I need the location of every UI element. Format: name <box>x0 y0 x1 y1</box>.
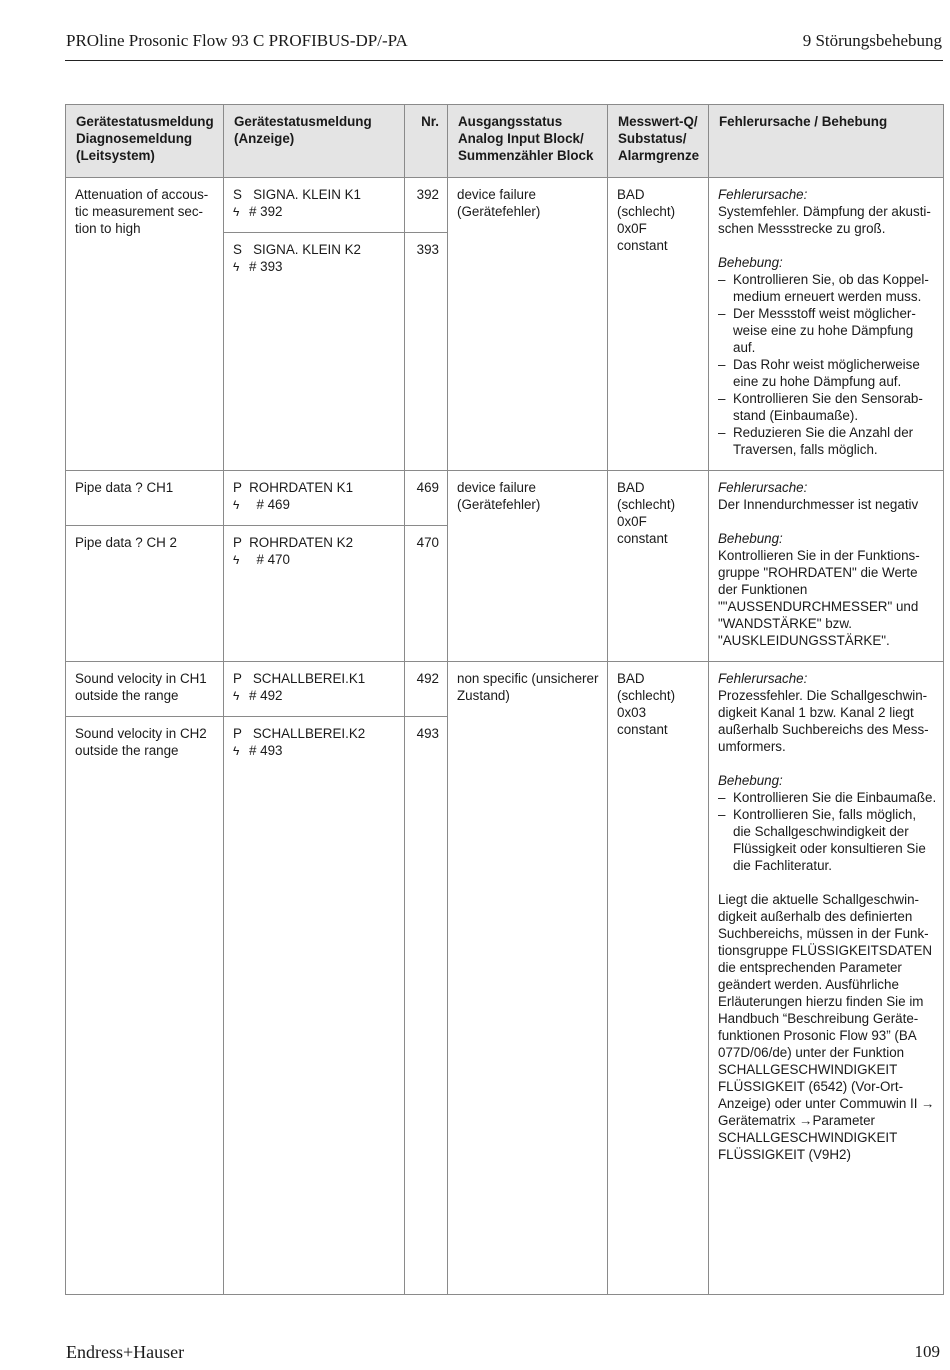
page-number: 109 <box>914 1342 940 1361</box>
lightning-icon: ϟ <box>233 553 240 567</box>
list-item: – Das Rohr weist möglicherweise eine zu hohe Dämpfung auf. <box>718 356 937 390</box>
error-message-table <box>65 104 944 1295</box>
column-header-display: Gerätestatusmeldung (Anzeige) <box>224 105 405 178</box>
display-message: P ROHRDATEN K1 <box>233 480 354 495</box>
display-cell <box>224 178 405 233</box>
lightning-icon: ϟ <box>233 260 240 274</box>
display-code: # 470 <box>249 552 290 567</box>
cause-text: Der Innendurchmesser ist negativ <box>718 497 919 512</box>
table-row <box>66 662 944 717</box>
remedy-text: Liegt die aktuelle Schallgeschwin-digkeit außerhalb des definierten Suchbereichs, müssen in der Funk-tionsgruppe FLÜSSIGKEITSDATEN die entsprechenden Parameter geändert werden. Ausführliche Erläuterungen hierzu finden Sie im Handbuch “Beschreibung Geräte-funktionen Prosonic Flow 93” (BA 077D/06/de) unter der Funktion SCHALLGESCHWINDIGKEIT FLÜSSIGKEIT (6542) (Vor-Ort-Anzeige) oder unter Commuwin II → Gerätematrix →Parameter SCHALLGESCHWINDIGKEIT FLÜSSIGKEIT (V9H2) <box>718 892 935 1162</box>
display-message: P ROHRDATEN K2 <box>233 535 354 550</box>
number-cell: 469 <box>405 471 448 526</box>
diagnosis-cell: Pipe data ? CH 2 <box>66 526 224 662</box>
quality-text: BAD <box>617 480 645 495</box>
display-cell <box>224 471 405 526</box>
display-cell <box>224 526 405 662</box>
cause-remedy-cell <box>709 471 944 662</box>
display-message: S SIGNA. KLEIN K1 <box>233 187 362 202</box>
display-message: P SCHALLBEREI.K1 <box>233 671 366 686</box>
display-code: # 393 <box>249 259 283 274</box>
display-code: # 469 <box>249 497 290 512</box>
number-cell: 470 <box>405 526 448 662</box>
lightning-icon: ϟ <box>233 205 240 219</box>
cause-text: Prozessfehler. Die Schallgeschwin-digkeit Kanal 1 bzw. Kanal 2 liegt außerhalb Suchbereichs des Mess-umformers. <box>718 688 929 754</box>
column-header-output-status: Ausgangsstatus Analog Input Block/ Summenzähler Block <box>448 105 608 178</box>
column-header-measured-value-quality: Messwert-Q/ Substatus/ Alarmgrenze <box>608 105 709 178</box>
cause-label: Fehlerursache: <box>718 187 808 202</box>
remedy-list <box>718 789 937 874</box>
quality-text: (schlecht) <box>617 204 676 219</box>
remedy-list <box>718 271 937 458</box>
display-cell <box>224 662 405 717</box>
list-item: – Der Messstoff weist möglicher-weise eine zu hohe Dämpfung auf. <box>718 305 937 356</box>
output-status-cell: device failure (Gerätefehler) <box>448 471 608 662</box>
quality-text: BAD <box>617 187 645 202</box>
alarm-limit: constant <box>617 531 668 546</box>
display-code: # 392 <box>249 204 283 219</box>
cause-label: Fehlerursache: <box>718 671 808 686</box>
diagnosis-cell: Sound velocity in CH2 outside the range <box>66 717 224 1295</box>
measured-value-quality-cell <box>608 662 709 1295</box>
display-message: P SCHALLBEREI.K2 <box>233 726 366 741</box>
list-item: – Kontrollieren Sie den Sensorab-stand (Einbaumaße). <box>718 390 937 424</box>
number-cell: 493 <box>405 717 448 1295</box>
output-status-cell: non specific (unsicherer Zustand) <box>448 662 608 1295</box>
display-message: S SIGNA. KLEIN K2 <box>233 242 362 257</box>
output-status-cell: device failure (Gerätefehler) <box>448 178 608 471</box>
cause-remedy-cell <box>709 178 944 471</box>
alarm-limit: constant <box>617 238 668 253</box>
display-cell <box>224 717 405 1295</box>
table-row <box>66 471 944 526</box>
lightning-icon: ϟ <box>233 689 240 703</box>
footer-brand: Endress+Hauser <box>66 1342 185 1362</box>
substatus-code: 0x0F <box>617 221 647 236</box>
lightning-icon: ϟ <box>233 498 240 512</box>
list-item: – Reduzieren Sie die Anzahl der Traversen, falls möglich. <box>718 424 937 458</box>
alarm-limit: constant <box>617 722 668 737</box>
measured-value-quality-cell <box>608 178 709 471</box>
substatus-code: 0x0F <box>617 514 647 529</box>
table-header-row <box>66 105 944 178</box>
diagnosis-cell: Pipe data ? CH1 <box>66 471 224 526</box>
quality-text: BAD <box>617 671 645 686</box>
number-cell: 393 <box>405 233 448 471</box>
quality-text: (schlecht) <box>617 497 676 512</box>
display-code: # 493 <box>249 743 283 758</box>
table-row <box>66 178 944 233</box>
diagnosis-cell: Attenuation of accous-tic measurement sec-tion to high <box>66 178 224 471</box>
column-header-diagnosis: Gerätestatusmeldung Diagnosemeldung (Leitsystem) <box>66 105 224 178</box>
list-item: – Kontrollieren Sie, falls möglich, die Schallgeschwindigkeit der Flüssigkeit oder konsultieren Sie die Fachliteratur. <box>718 806 937 874</box>
list-item: – Kontrollieren Sie die Einbaumaße. <box>718 789 937 806</box>
number-cell: 492 <box>405 662 448 717</box>
column-header-cause-remedy: Fehlerursache / Behebung <box>709 105 944 178</box>
quality-text: (schlecht) <box>617 688 676 703</box>
cause-text: Systemfehler. Dämpfung der akusti-schen Messstrecke zu groß. <box>718 204 931 236</box>
display-code: # 492 <box>249 688 283 703</box>
cause-label: Fehlerursache: <box>718 480 808 495</box>
diagnosis-cell: Sound velocity in CH1 outside the range <box>66 662 224 717</box>
remedy-label: Behebung: <box>718 255 783 270</box>
measured-value-quality-cell <box>608 471 709 662</box>
remedy-label: Behebung: <box>718 773 783 788</box>
substatus-code: 0x03 <box>617 705 647 720</box>
lightning-icon: ϟ <box>233 744 240 758</box>
header-rule <box>65 60 943 61</box>
remedy-label: Behebung: <box>718 531 783 546</box>
display-cell <box>224 233 405 471</box>
remedy-text: Kontrollieren Sie in der Funktions-gruppe "ROHRDATEN" die Werte der Funktionen ""AUSSENDURCHMESSER" und "WANDSTÄRKE" bzw. "AUSKLEIDUNGSSTÄRKE". <box>718 548 920 648</box>
number-cell: 392 <box>405 178 448 233</box>
running-header-title: PROline Prosonic Flow 93 C PROFIBUS-DP/-PA <box>66 31 408 50</box>
list-item: – Kontrollieren Sie, ob das Koppel-medium erneuert werden muss. <box>718 271 937 305</box>
cause-remedy-cell <box>709 662 944 1295</box>
running-header-chapter: 9 Störungsbehebung <box>802 31 942 50</box>
column-header-number: Nr. <box>405 105 448 178</box>
